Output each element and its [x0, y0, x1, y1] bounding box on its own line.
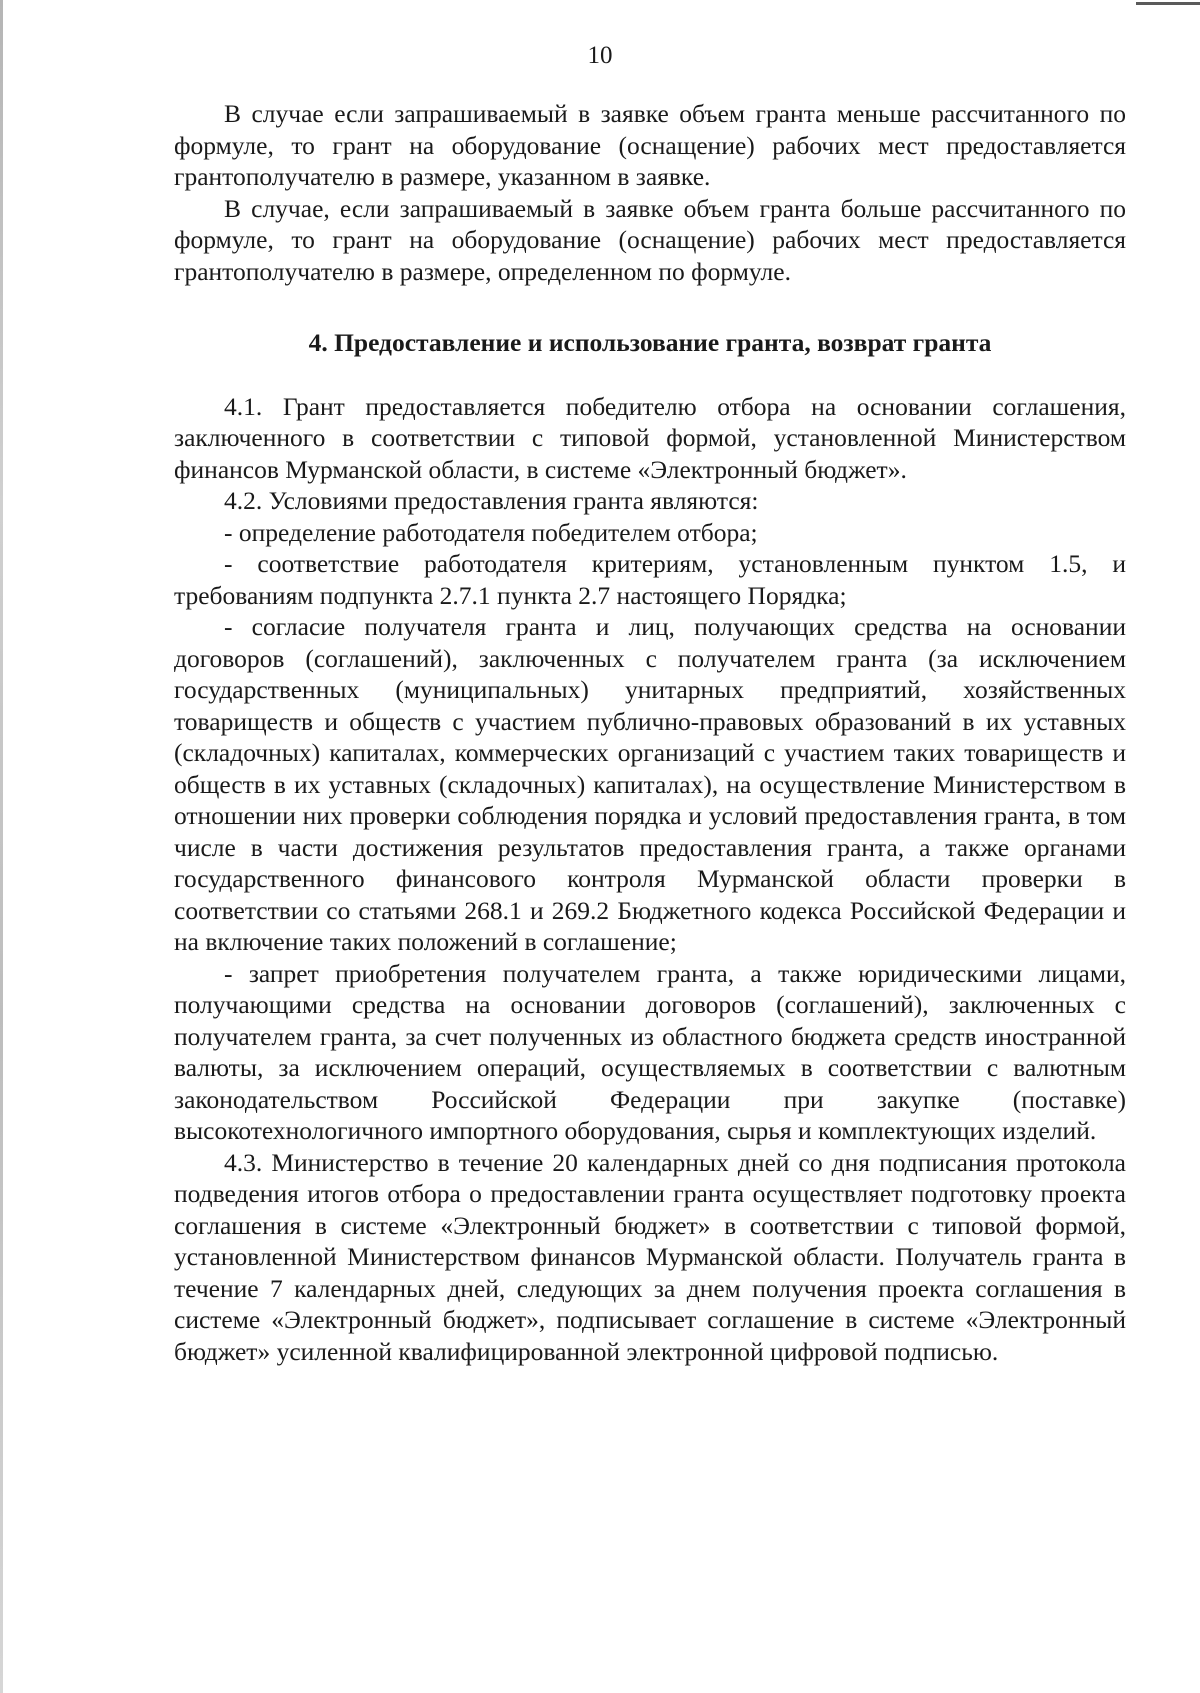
page-number: 10: [587, 42, 613, 69]
list-item-condition-1: - определение работодателя победителем отбора;: [224, 517, 758, 547]
paragraph-4-3: 4.3. Министерство в течение 20 календарных дней со дня подписания протокола подведения итогов отбора о предоставлении гранта осуществляет подготовку проекта соглашения в системе «Электронный бюджет» в соответствии с типовой формой, установленной Министерством финансов Мурманской области. Получатель гранта в течение 7 календарных дней, следующих за днем получения проекта соглашения в системе «Электронный бюджет», подписывает соглашение в системе «Электронный бюджет» усиленной квалифицированной электронной цифровой подписью.: [174, 1147, 1126, 1366]
scan-left-edge: [0, 0, 3, 1693]
list-item-condition-4: - запрет приобретения получателем гранта, а также юридическими лицами, получающими средства на основании договоров (соглашений), заключенных с получателем гранта, за счет полученных из областного бюджета средств иностранной валюты, за исключением операций, осуществляемых в соответствии с валютным законодательством Российской Федерации при закупке (поставке) высокотехнологичного импортного оборудования, сырья и комплектующих изделий.: [174, 958, 1126, 1145]
list-item-condition-3: - согласие получателя гранта и лиц, получающих средства на основании договоров (соглашений), заключенных с получателем гранта (за исключением государственных (муниципальных) унитарных предприятий, хозяйственных товариществ и обществ с участием публично-правовых образований в их уставных (складочных) капиталах, коммерческих организаций с участием таких товариществ и обществ в их уставных (складочных) капиталах), на осуществление Министерством в отношении них проверки соблюдения порядка и условий предоставления гранта, в том числе в части достижения результатов предоставления гранта, а также органами государственного финансового контроля Мурманской области проверки в соответствии со статьями 268.1 и 269.2 Бюджетного кодекса Российской Федерации и на включение таких положений в соглашение;: [174, 612, 1126, 956]
paragraph-grant-less: В случае если запрашиваемый в заявке объем гранта меньше рассчитанного по формуле, то грант на оборудование (оснащение) рабочих мест предоставляется грантополучателю в размере, указанном в заявке.: [174, 99, 1126, 191]
paragraph-grant-more: В случае, если запрашиваемый в заявке объем гранта больше рассчитанного по формуле, то грант на оборудование (оснащение) рабочих мест предоставляется грантополучателю в размере, определенном по формуле.: [174, 193, 1126, 286]
list-item-condition-2: - соответствие работодателя критериям, установленным пунктом 1.5, и требованиям подпункта 2.7.1 пункта 2.7 настоящего Порядка;: [174, 549, 1126, 610]
paragraph-4-1: 4.1. Грант предоставляется победителю отбора на основании соглашения, заключенного в соответствии с типовой формой, установленной Министерством финансов Мурманской области, в системе «Электронный бюджет».: [174, 391, 1126, 484]
scan-top-edge-mark: [1136, 2, 1200, 5]
paragraph-4-2: 4.2. Условиями предоставления гранта являются:: [224, 486, 759, 515]
section-heading: 4. Предоставление и использование гранта, возврат гранта: [308, 328, 992, 357]
document-body: [174, 98, 1126, 1367]
